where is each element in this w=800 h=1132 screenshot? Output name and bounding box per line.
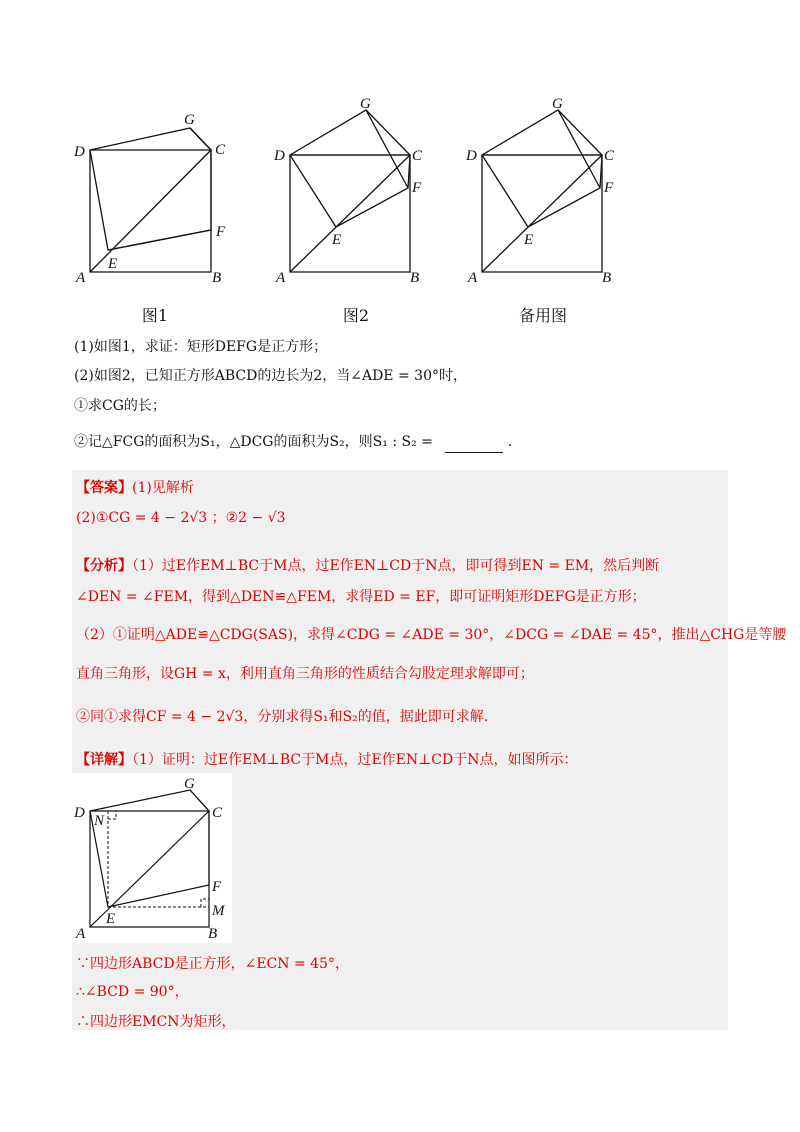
answer-blank — [445, 432, 503, 453]
question-sub2-end: . — [507, 434, 513, 450]
label-F: F — [212, 879, 222, 895]
analysis-line4: 直角三角形，设GH = x，利用直角三角形的性质结合勾股定理求解即可； — [76, 666, 534, 682]
label-A: A — [76, 926, 86, 942]
label-F: F — [604, 180, 614, 196]
label-E: E — [332, 232, 342, 248]
detail-line1 — [76, 750, 577, 770]
label-B: B — [602, 270, 612, 286]
label-A: A — [276, 270, 286, 286]
figure-1 — [70, 100, 240, 295]
analysis-text1: （1）过E作EM⊥BC于M点，过E作EN⊥CD于N点，即可得到EN = EM，然后判断 — [132, 558, 660, 574]
figure-3 — [462, 92, 632, 292]
detail-text1: （1）证明：过E作EM⊥BC于M点，过E作EN⊥CD于N点，如图所示： — [132, 752, 578, 768]
analysis-line1 — [76, 556, 659, 576]
label-D: D — [74, 805, 85, 821]
analysis-label: 【分析】 — [76, 558, 132, 574]
answer-label: 【答案】 — [76, 480, 132, 496]
analysis-line5: ②同①求得CF = 4 − 2√3，分别求得S₁和S₂的值，据此即可求解. — [76, 709, 489, 725]
label-G: G — [360, 96, 371, 112]
label-C: C — [215, 142, 226, 158]
label-C: C — [604, 148, 615, 164]
label-D: D — [274, 148, 285, 164]
analysis-line3: （2）①证明△ADE≌△CDG(SAS)，求得∠CDG = ∠ADE = 30°，∠DCG = ∠DAE = 45°，推出△CHG是等腰 — [76, 627, 787, 643]
label-C: C — [212, 805, 223, 821]
answer-text1: (1)见解析 — [132, 480, 194, 496]
question-sub2-text: ②记△FCG的面积为S₁，△DCG的面积为S₂，则S₁ : S₂ = — [74, 434, 433, 450]
label-N: N — [94, 813, 105, 829]
label-G: G — [552, 96, 563, 112]
label-D: D — [74, 144, 85, 160]
detail-line2: ∵四边形ABCD是正方形，∠ECN = 45°， — [76, 956, 349, 972]
label-B: B — [208, 926, 218, 942]
label-C: C — [412, 148, 423, 164]
label-G: G — [184, 776, 195, 792]
label-E: E — [106, 911, 116, 927]
question-sub2 — [74, 432, 512, 453]
label-D: D — [466, 148, 477, 164]
label-E: E — [524, 232, 534, 248]
detail-line4: ∴四边形EMCN为矩形， — [76, 1014, 236, 1030]
label-E: E — [108, 256, 118, 272]
question-sub1: ①求CG的长； — [74, 398, 166, 414]
question-part2: (2)如图2，已知正方形ABCD的边长为2，当∠ADE = 30°时， — [74, 368, 467, 384]
figure-1-caption: 图1 — [141, 306, 169, 325]
figure-3-caption: 备用图 — [518, 306, 567, 325]
analysis-line2: ∠DEN = ∠FEM，得到△DEN≌△FEM，求得ED = EF，即可证明矩形DEFG是正方形； — [76, 589, 646, 605]
figure-2 — [270, 92, 440, 292]
answer-line1 — [76, 478, 194, 498]
label-M: M — [212, 903, 225, 919]
label-A: A — [468, 270, 478, 286]
label-A: A — [76, 270, 86, 286]
label-G: G — [184, 112, 195, 128]
detail-line3: ∴∠BCD = 90°， — [76, 984, 189, 1000]
label-F: F — [412, 180, 422, 196]
label-B: B — [410, 270, 420, 286]
detail-label: 【详解】 — [76, 752, 132, 768]
figure-detail — [72, 773, 232, 943]
question-part1: (1)如图1，求证：矩形DEFG是正方形； — [74, 339, 328, 355]
label-F: F — [216, 224, 226, 240]
label-B: B — [212, 270, 222, 286]
figure-2-caption: 图2 — [342, 306, 370, 325]
answer-line2: (2)①CG = 4 − 2√3 ；②2 − √3 — [76, 510, 286, 526]
